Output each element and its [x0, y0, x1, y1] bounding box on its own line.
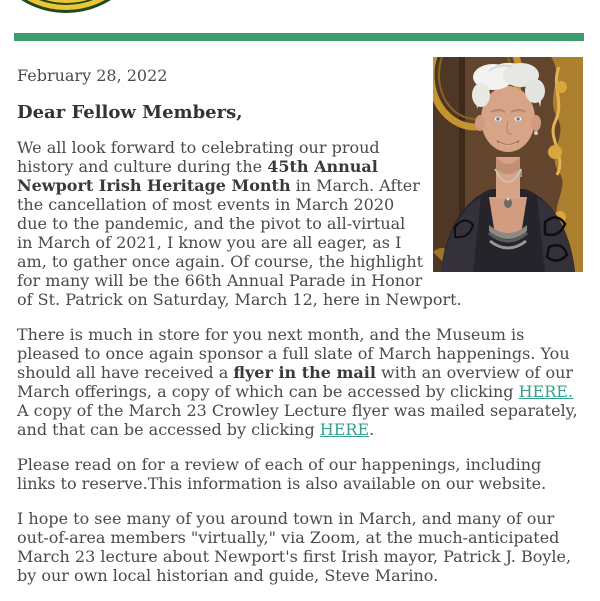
museum-seal-logo	[0, 0, 150, 13]
logo-center	[0, 0, 140, 3]
green-divider	[14, 33, 584, 41]
letter-body	[0, 41, 600, 601]
p2-period: .	[369, 420, 375, 439]
paragraph-zoom-lecture: I hope to see many of you around town in March, and many of our out-of-area members "virtually," via Zoom, at the much-anticipated March 23 lecture about Newport's first Irish mayor, Patrick J. Boyle, by our own local historian and guide, Steve Marino.	[17, 509, 572, 585]
p2-text-cont: with an overview of our March offerings, a copy of which can be accessed by clicking	[17, 363, 574, 401]
p2-bold-flyer: flyer in the mail	[233, 363, 376, 382]
p2-text-cont2: A copy of the March 23 Crowley Lecture flyer was mailed separately, and that can be accessed by clicking	[17, 401, 578, 439]
p2-text: There is much in store for you next month, and the Museum is pleased to once again sponsor a full slate of March happenings. You should all have received a	[17, 325, 570, 382]
letter-salutation: Dear Fellow Members,	[17, 102, 243, 123]
flyer-here-link[interactable]: HERE.	[518, 382, 574, 401]
p1-text-cont: in March. After the cancellation of most events in March 2020 due to the pandemic, and the pivot to all-virtual in March of 2021, I know you are all eager, as I am, to gather once again. Of course, the highlight for many will be the 66th Annual Parade in Honor of St. Patrick on Saturday, March 12, here in Newport.	[17, 176, 462, 309]
p1-text: We all look forward to celebrating our proud history and culture during the	[17, 138, 380, 176]
paragraph-read-on: Please read on for a review of each of our happenings, including links to reserve.This information is also available on our website.	[17, 455, 547, 493]
letter-date: February 28, 2022	[17, 66, 168, 85]
paragraph-flyer	[17, 325, 583, 439]
crowley-lecture-here-link[interactable]: HERE	[319, 420, 370, 439]
portrait-photo	[433, 57, 583, 272]
p1-bold-heritage-month: 45th Annual Newport Irish Heritage Month	[17, 157, 378, 195]
